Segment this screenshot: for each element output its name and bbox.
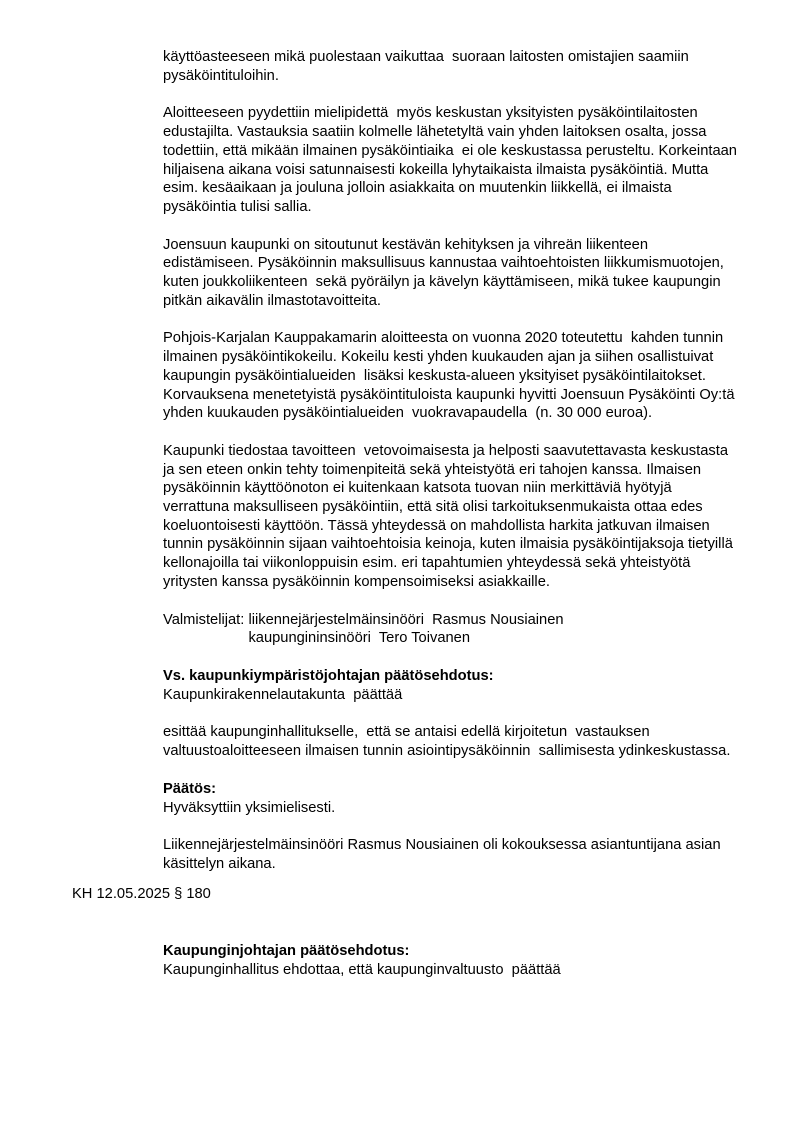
paragraph-kestava-kehitys — [163, 236, 766, 311]
text-line: Kaupunki tiedostaa tavoitteen vetovoimaisesta ja helposti saavutettavasta keskustasta — [163, 442, 728, 459]
text-line: Hyväksyttiin yksimielisesti. — [163, 799, 336, 816]
text-line: käyttöasteeseen mikä puolestaan vaikuttaa suoraan laitosten omistajien saamiin — [163, 49, 689, 65]
text-line: Aloitteeseen pyydettiin mielipidettä myös keskustan yksityisten pysäköintilaitosten — [163, 105, 698, 122]
text-line: tunnin pysäköinnin sijaan vaihtoehtoisia keinoja, kuten ilmaisia pysäköintijaksoja tietyillä — [163, 536, 733, 553]
text-line: Korvauksena menetetyistä pysäköintituloista kaupunki hyvitti Joensuun Pysäköinti Oy:tä — [163, 386, 735, 403]
text-line: pysäköintia tulisi sallia. — [163, 198, 312, 215]
text-line: esittää kaupunginhallitukselle, että se antaisi edellä kirjoitetun vastauksen — [163, 724, 650, 741]
heading-vs-kaupunkiymparistojohtajan-paatosehdotus — [163, 667, 766, 686]
text-line: Kaupunginhallitus ehdottaa, että kaupunginvaltuusto päättää — [163, 962, 561, 979]
document-content — [72, 48, 766, 980]
text-line: kellonajoilla tai viikonloppuisin esim. eri tapahtumien yhteydessä sekä yhteistyötä — [163, 555, 691, 572]
text-line: edistämiseen. Pysäköinnin maksullisuus kannustaa vaihtoehtoisten liikkumismuotojen, — [163, 255, 724, 272]
paragraph-hyvaksyttiin — [163, 799, 766, 818]
heading-paatos — [163, 780, 766, 799]
text-line: yritysten kanssa pysäköinnin kompensoimiseksi asiakkaille. — [163, 573, 550, 590]
text-line: pysäköinnin käyttöönoton ei kuitenkaan katsota tuovan niin merkittäviä hyötyjä — [163, 480, 672, 497]
paragraph-asiantuntija — [163, 836, 766, 873]
preparers-block-label: Valmistelijat: — [163, 611, 249, 628]
text-line: koeluontoisesti käyttöön. Tässä yhteydessä on mahdollista harkita jatkuvan ilmaisen — [163, 517, 710, 534]
text-line: hiljaisena aikana voisi satunnaisesti kokeilla lyhytaikaista ilmaista pysäköintiä. Mutta — [163, 161, 709, 178]
text-line: Liikennejärjestelmäinsinööri Rasmus Nousiainen oli kokouksessa asiantuntijana asian — [163, 837, 721, 854]
text-line: Kaupunkirakennelautakunta päättää — [163, 686, 403, 703]
preparers-block — [163, 611, 766, 648]
text-line: ilmainen pysäköintikokeilu. Kokeilu kesti yhden kuukauden ajan ja siihen osallistuivat — [163, 349, 714, 366]
text-line: kuten joukkoliikenteen sekä pyöräilyn ja kävelyn käyttämiseen, mikä tukee kaupungin — [163, 274, 721, 291]
section-heading-text: Päätös: — [163, 780, 217, 797]
text-line: todettiin, että mikään ilmainen pysäköintiaika ei ole keskustassa perusteltu. Korkeintaan — [163, 142, 737, 159]
text-line: ja sen eteen onkin tehty toimenpiteitä sekä yhteistyötä eri tahojen kanssa. Ilmaisen — [163, 461, 702, 478]
text-line: yhden kuukauden pysäköintialueiden vuokravapaudella (n. 30 000 euroa). — [163, 405, 653, 422]
text-line: verrattuna maksulliseen pysäköintiin, että sitä olisi tarkoituksenmukaista ottaa edes — [163, 499, 703, 516]
text-line: Joensuun kaupunki on sitoutunut kestävän kehityksen ja vihreän liikenteen — [163, 236, 649, 253]
margin-note-text: KH 12.05.2025 § 180 — [72, 885, 211, 902]
text-line: kaupungininsinööri Tero Toivanen — [248, 630, 470, 647]
text-line: edustajilta. Vastauksia saatiin kolmelle lähetetyltä vain yhden laitoksen osalta, jossa — [163, 124, 707, 141]
text-line: käsittelyn aikana. — [163, 855, 276, 872]
text-line: valtuustoaloitteeseen ilmaisen tunnin asiointipysäköinnin sallimisesta ydinkeskustassa. — [163, 743, 731, 760]
paragraph-kaupunki-tiedostaa — [163, 442, 766, 592]
paragraph-kaupunginhallitus-ehdottaa — [163, 961, 766, 980]
text-line: pitkän aikavälin ilmastotavoitteita. — [163, 292, 381, 309]
text-line: pysäköintituloihin. — [163, 67, 279, 84]
paragraph-esittaa-kaupunginhallitukselle — [163, 723, 766, 760]
text-line: liikennejärjestelmäinsinööri Rasmus Nousiainen — [248, 611, 564, 628]
text-line: esim. kesäaikaan ja jouluna jolloin asiakkaita on muutenkin liikkellä, ei ilmaista — [163, 180, 672, 197]
margin-note-kh-paragraph — [72, 885, 766, 904]
paragraph-kaupunkirakennelautakunta-paattaa — [163, 686, 766, 705]
paragraph-aloitteeseen-mielipiteet — [163, 104, 766, 216]
text-line: kaupungin pysäköintialueiden lisäksi keskusta-alueen yksityiset pysäköintilaitokset. — [163, 367, 706, 384]
heading-kaupunginjohtajan-paatosehdotus — [163, 942, 766, 961]
section-heading-text: Kaupunginjohtajan päätösehdotus: — [163, 943, 410, 960]
paragraph-kayttoaste-continuation — [163, 48, 766, 85]
paragraph-kauppakamarin-kokeilu — [163, 329, 766, 423]
section-heading-text: Vs. kaupunkiympäristöjohtajan päätösehdotus: — [163, 667, 494, 684]
text-line: Pohjois-Karjalan Kauppakamarin aloitteesta on vuonna 2020 toteutettu kahden tunnin — [163, 330, 724, 347]
preparers-block-names — [248, 611, 563, 648]
